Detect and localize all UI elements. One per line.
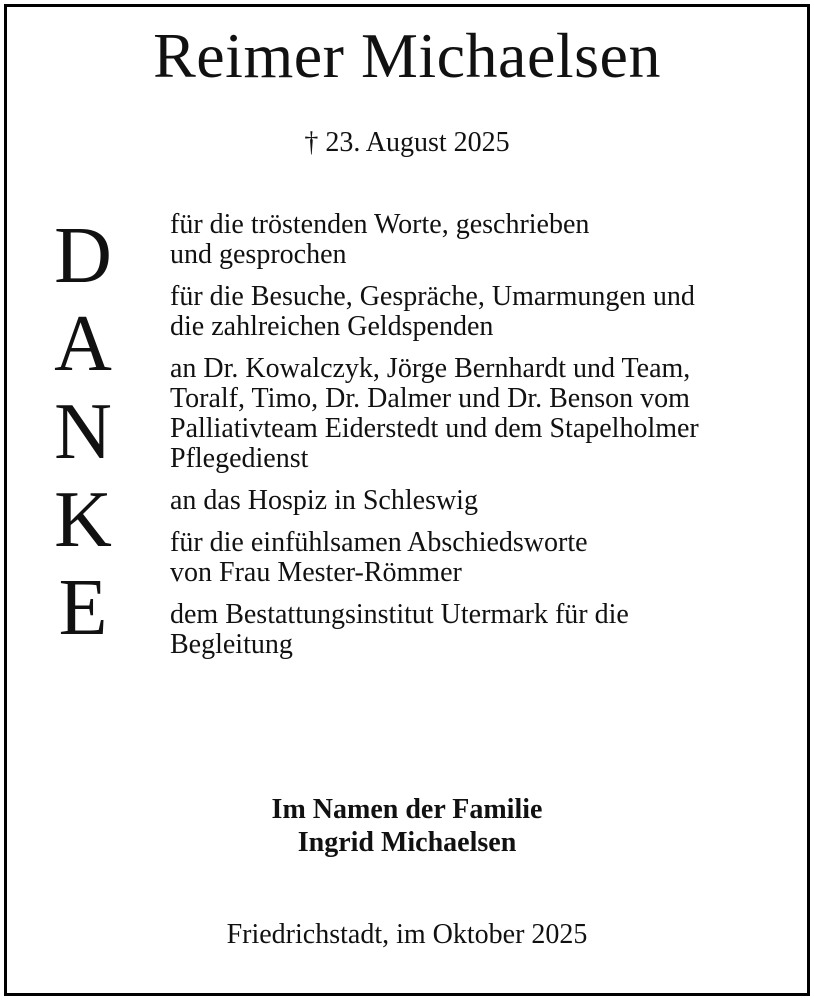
family-signature xyxy=(7,793,807,859)
thanks-paragraph: an Dr. Kowalczyk, Jörge Bernhardt und Team, Toralf, Timo, Dr. Dalmer und Dr. Benson vom Palliativteam Eiderstedt und dem Stapelholmer Pflegedienst xyxy=(170,353,699,474)
thanks-list xyxy=(170,210,797,672)
thanks-paragraph: an das Hospiz in Schleswig xyxy=(170,485,478,516)
danke-letter-d: D xyxy=(54,212,112,300)
signature-line-1: Im Namen der Familie xyxy=(271,794,543,825)
danke-letter-k: K xyxy=(54,476,112,564)
death-date: † 23. August 2025 xyxy=(304,127,510,158)
signature-line-2: Ingrid Michaelsen xyxy=(297,827,517,858)
deceased-name: Reimer Michaelsen xyxy=(153,20,661,91)
danke-vertical xyxy=(43,212,123,652)
danke-letter-a: A xyxy=(54,300,112,388)
thanks-paragraph: dem Bestattungsinstitut Utermark für die Begleitung xyxy=(170,599,629,660)
obituary-notice xyxy=(4,4,810,996)
place-and-date: Friedrichstadt, im Oktober 2025 xyxy=(226,919,588,950)
danke-letter-n: N xyxy=(54,388,112,476)
thanks-paragraph: für die tröstenden Worte, geschrieben und gesprochen xyxy=(170,209,590,270)
thanks-paragraph: für die einfühlsamen Abschiedsworte von Frau Mester-Römmer xyxy=(170,527,588,588)
danke-letter-e: E xyxy=(58,564,108,652)
thanks-paragraph: für die Besuche, Gespräche, Umarmungen und die zahlreichen Geldspenden xyxy=(170,281,695,342)
